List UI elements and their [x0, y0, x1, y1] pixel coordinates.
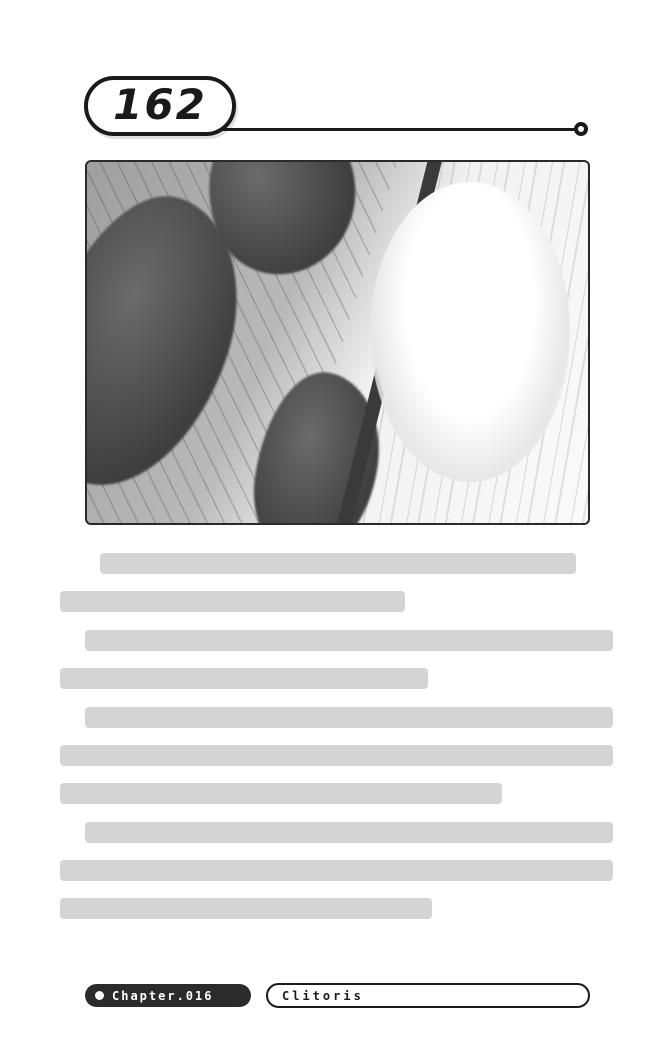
header-rule-line — [200, 128, 578, 131]
redacted-text-line — [60, 591, 405, 612]
page-number-badge — [84, 76, 236, 136]
manga-illustration-panel — [85, 160, 590, 525]
abstract-highlight — [370, 182, 570, 482]
chapter-number-badge — [85, 984, 251, 1007]
chapter-title-label: Clitoris — [282, 988, 364, 1003]
redacted-text-line — [85, 822, 613, 843]
chapter-number-label: Chapter.016 — [112, 988, 214, 1003]
redacted-text-line — [60, 745, 613, 766]
redacted-text-line — [60, 898, 432, 919]
header-rule-end-ring — [574, 122, 588, 136]
redacted-text-line — [85, 707, 613, 728]
redacted-text-line — [60, 668, 428, 689]
redacted-text-line — [60, 860, 613, 881]
redacted-text-line — [85, 630, 613, 651]
redacted-text-line — [60, 783, 502, 804]
page-number: 162 — [113, 79, 207, 129]
redacted-text-line — [100, 553, 576, 574]
bullet-icon — [95, 991, 104, 1000]
chapter-title-badge — [266, 983, 590, 1008]
